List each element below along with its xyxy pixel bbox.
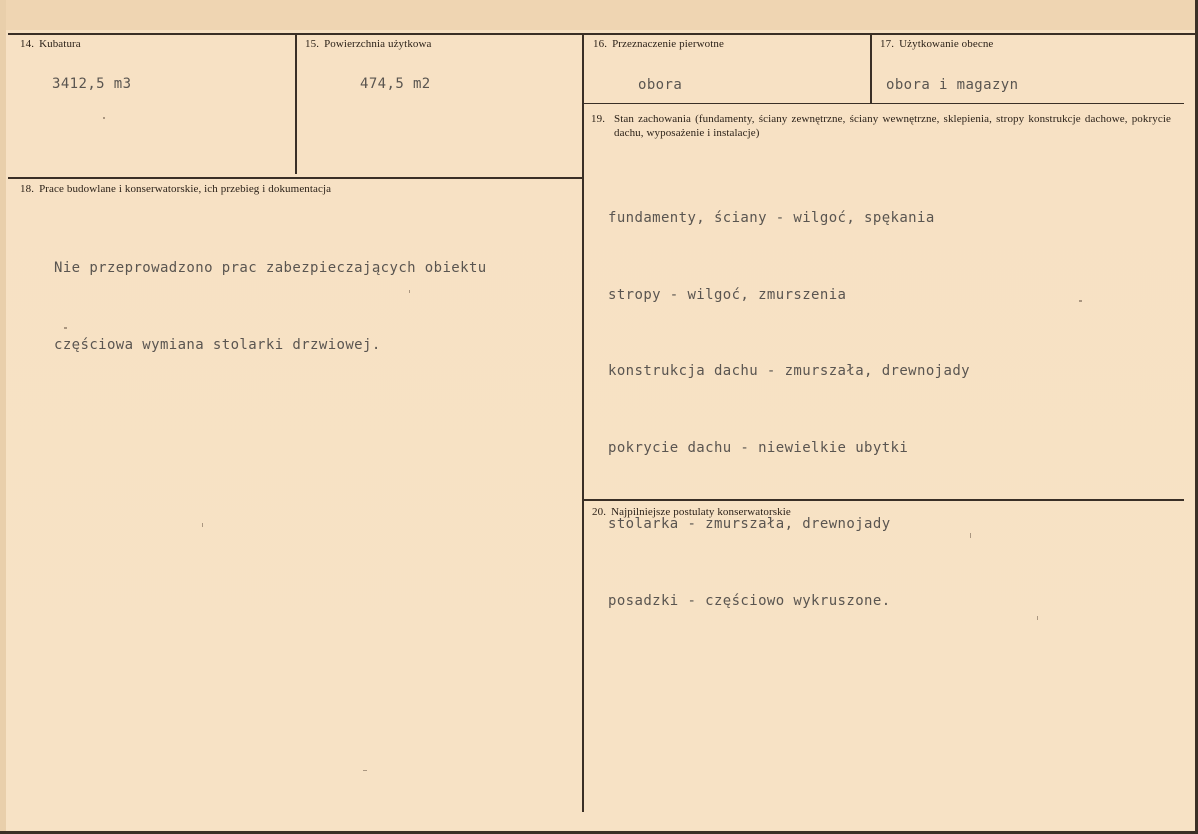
- field-19-line-6: posadzki - częściowo wykruszone.: [608, 592, 891, 609]
- field-16-value: obora: [638, 77, 683, 93]
- field-20-label: [592, 506, 791, 518]
- field-15-value: 474,5 m2: [360, 76, 431, 92]
- field-19-line-5: stolarka - zmurszała, drewnojady: [608, 516, 891, 532]
- field-15-label: [305, 38, 432, 50]
- card-left-edge: [0, 0, 6, 834]
- field-20-title: Najpilniejsze postulaty konserwatorskie: [611, 506, 791, 518]
- paper-speck: [202, 523, 203, 527]
- field-18-line-2: częściowa wymiana stolarki drzwiowej.: [54, 336, 381, 353]
- field-15-number: 15.: [305, 38, 320, 50]
- field-17-label: [880, 38, 993, 50]
- field-14-label: [20, 38, 81, 50]
- paper-speck: [1037, 616, 1038, 620]
- main-center-divider: [582, 34, 584, 812]
- paper-speck: [363, 770, 367, 771]
- field-19-line-2: stropy - wilgoć, zmurszenia: [608, 286, 847, 303]
- field-19-line-1: fundamenty, ściany - wilgoć, spękania: [608, 210, 935, 226]
- top-rule: [8, 33, 1198, 35]
- field-19-number: 19.: [591, 113, 606, 125]
- divider-16-17: [870, 34, 872, 104]
- paper-speck: [970, 533, 971, 538]
- field-14-title: Kubatura: [39, 38, 81, 50]
- paper-speck: [1079, 300, 1082, 302]
- field-18-line-1: Nie przeprowadzono prac zabezpieczających obiektu: [54, 260, 487, 276]
- paper-speck: [64, 327, 67, 329]
- card-top-edge: [0, 0, 1198, 30]
- field-18-number: 18.: [20, 183, 35, 195]
- field-19-line-4: pokrycie dachu - niewielkie ubytki: [608, 439, 909, 456]
- field-17-title: Użytkowanie obecne: [899, 38, 994, 50]
- field-18-title: Prace budowlane i konserwatorskie, ich przebieg i dokumentacja: [39, 183, 332, 195]
- field-19-label: [591, 112, 1171, 140]
- field-15-title: Powierzchnia użytkowa: [324, 38, 432, 50]
- field-19-line-3: konstrukcja dachu - zmurszała, drewnojady: [608, 363, 970, 379]
- rule-above-19: [583, 103, 1184, 104]
- field-18-text: [54, 205, 487, 409]
- field-16-label: [593, 38, 724, 50]
- field-14-value: 3412,5 m3: [52, 76, 132, 92]
- field-17-value: obora i magazyn: [886, 77, 1019, 93]
- field-16-title: Przeznaczenie pierwotne: [612, 38, 724, 50]
- field-19-title: Stan zachowania (fundamenty, ściany zewnętrzne, ściany wewnętrzne, sklepienia, stropy konstrukcje dachowe, pokrycie dachu, wyposażenie i instalacje): [614, 113, 1171, 139]
- rule-above-18: [8, 177, 582, 179]
- field-17-number: 17.: [880, 38, 895, 50]
- field-19-text: [608, 155, 970, 665]
- paper-speck: [409, 290, 410, 293]
- paper-speck: [103, 117, 105, 119]
- field-16-number: 16.: [593, 38, 608, 50]
- field-14-number: 14.: [20, 38, 35, 50]
- field-18-label: [20, 183, 331, 195]
- field-20-number: 20.: [592, 506, 607, 518]
- divider-14-15: [295, 34, 297, 174]
